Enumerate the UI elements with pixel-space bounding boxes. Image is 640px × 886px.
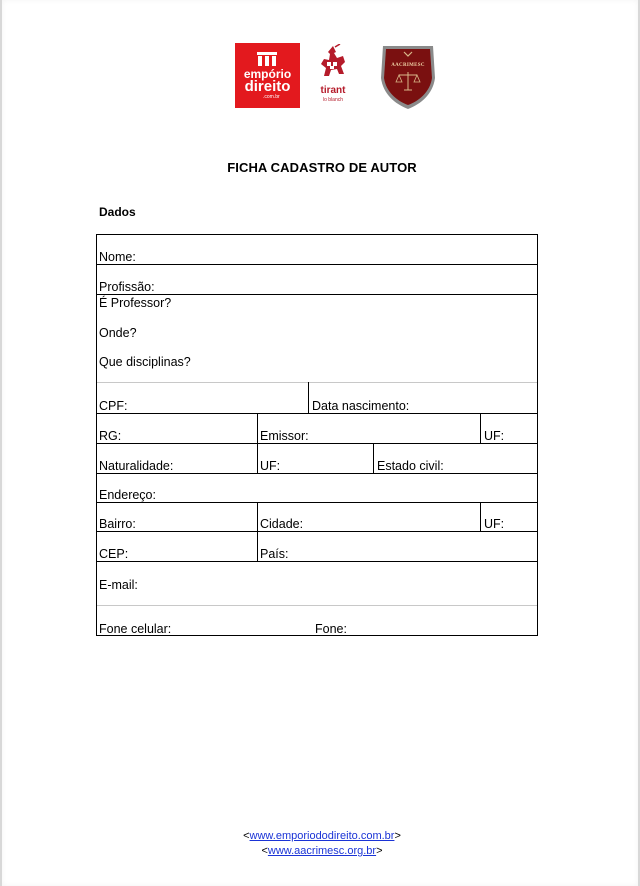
field-professor: É Professor? xyxy=(99,296,172,310)
field-bairro: Bairro: xyxy=(99,517,136,531)
row-divider xyxy=(96,443,538,444)
emporio-logo-line2: direito xyxy=(244,78,291,95)
tirant-lo-blanch-logo xyxy=(313,44,353,108)
field-estado-civil: Estado civil: xyxy=(377,459,444,473)
field-uf-naturalidade: UF: xyxy=(260,459,281,473)
field-fone: Fone: xyxy=(315,622,347,636)
cell-divider xyxy=(480,413,481,443)
table-border-top xyxy=(96,234,538,235)
tirant-logo-line2: lo blanch xyxy=(322,97,343,103)
field-email: E-mail: xyxy=(99,578,138,592)
aacrimesc-website-link[interactable]: www.aacrimesc.org.br xyxy=(267,845,377,857)
bracket-close: > xyxy=(376,845,383,857)
field-uf-rg: UF: xyxy=(484,429,505,443)
field-cpf: CPF: xyxy=(99,399,128,413)
row-divider xyxy=(96,264,538,265)
row-divider xyxy=(96,413,538,414)
knight-on-horse-icon xyxy=(317,44,349,84)
field-naturalidade: Naturalidade: xyxy=(99,459,174,473)
author-registration-form xyxy=(96,234,538,636)
field-cidade: Cidade: xyxy=(260,517,304,531)
shield-logo-text: AACRIMESC xyxy=(391,63,425,68)
bracket-open: < xyxy=(243,830,250,842)
field-data-nascimento: Data nascimento: xyxy=(312,399,410,413)
section-heading: Dados xyxy=(99,205,136,219)
row-divider xyxy=(96,605,538,606)
row-divider xyxy=(96,531,538,532)
emporio-logo-line1: empório xyxy=(243,67,292,81)
table-border-right xyxy=(537,234,538,636)
cell-divider xyxy=(308,382,309,413)
row-divider xyxy=(96,473,538,474)
field-rg: RG: xyxy=(99,429,122,443)
form-title: FICHA CADASTRO DE AUTOR xyxy=(227,160,417,175)
table-border-left xyxy=(96,234,97,636)
row-divider xyxy=(96,502,538,503)
bracket-close: > xyxy=(394,830,401,842)
field-uf-cidade: UF: xyxy=(484,517,505,531)
footer-link-line-2 xyxy=(2,844,640,858)
row-divider xyxy=(96,561,538,562)
field-disciplinas: Que disciplinas? xyxy=(99,355,191,369)
field-profissao: Profissão: xyxy=(99,280,155,294)
field-pais: País: xyxy=(260,547,289,561)
emporio-website-link[interactable]: www.emporiododireito.com.br xyxy=(249,830,395,842)
field-emissor: Emissor: xyxy=(260,429,309,443)
cell-divider xyxy=(257,502,258,561)
cell-divider xyxy=(257,413,258,473)
shield-icon xyxy=(377,42,439,110)
field-fone-celular: Fone celular: xyxy=(99,622,172,636)
row-divider xyxy=(96,294,538,295)
emporio-building-icon xyxy=(257,52,277,66)
row-divider xyxy=(96,382,538,383)
cell-divider xyxy=(480,502,481,531)
footer-link-line-1 xyxy=(2,829,640,843)
field-cep: CEP: xyxy=(99,547,129,561)
tirant-logo-line1: tirant xyxy=(320,85,346,96)
cell-divider xyxy=(373,443,374,473)
emporio-direito-logo xyxy=(235,43,300,108)
field-nome: Nome: xyxy=(99,250,136,264)
aacrimesc-shield-logo xyxy=(377,42,439,110)
field-endereco: Endereço: xyxy=(99,488,156,502)
bracket-open: < xyxy=(261,845,268,857)
field-onde: Onde? xyxy=(99,326,137,340)
emporio-logo-line3: .com.br xyxy=(263,94,280,100)
